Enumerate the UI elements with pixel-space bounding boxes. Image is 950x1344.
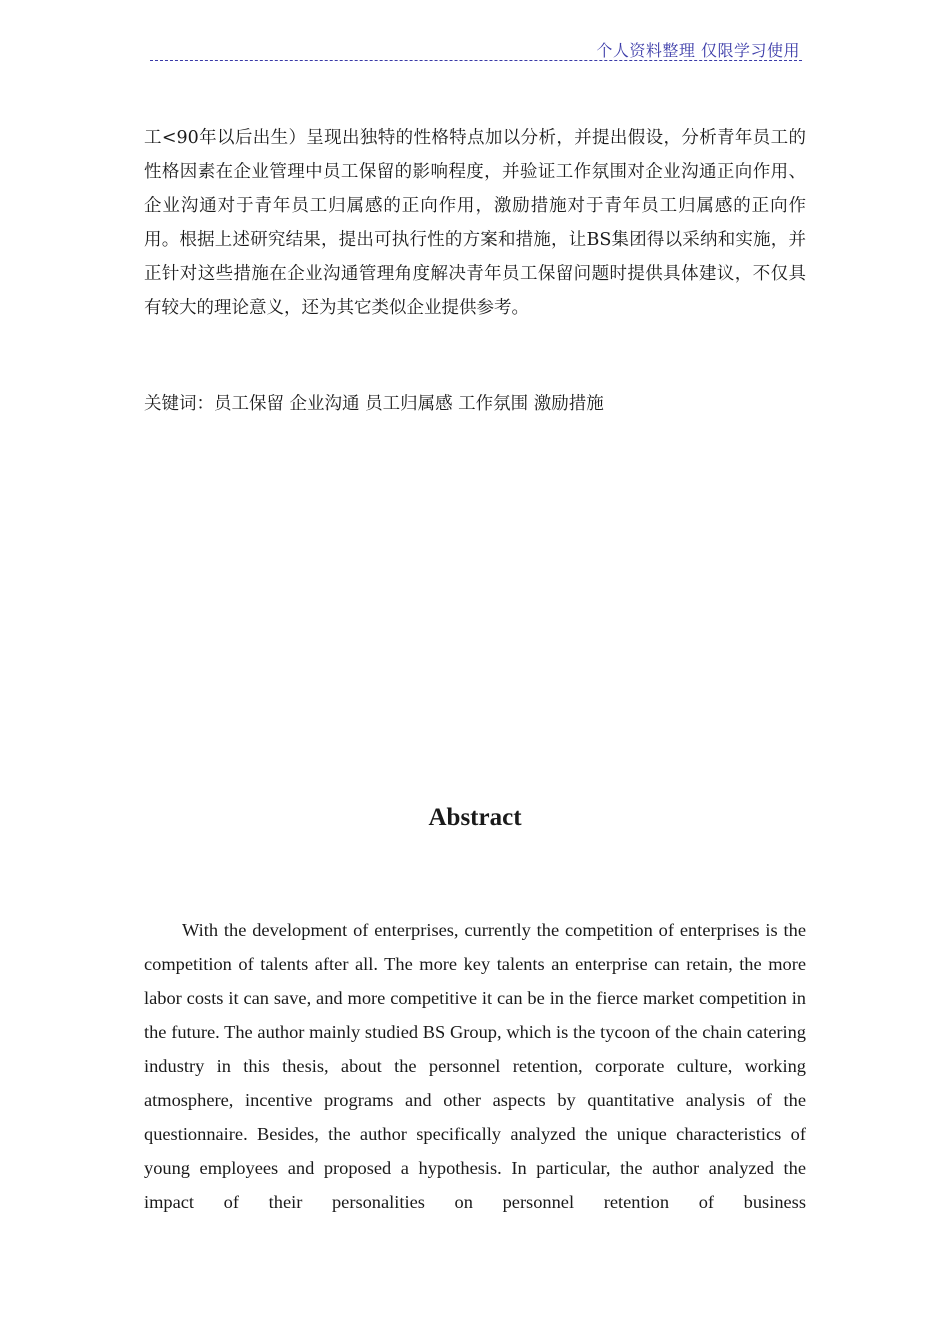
header-note: 个人资料整理 仅限学习使用: [596, 41, 800, 60]
abstract-title: Abstract: [428, 804, 522, 831]
page-header: [150, 36, 802, 61]
keywords-line: 关键词：员工保留 企业沟通 员工归属感 工作氛围 激励措施: [144, 394, 604, 414]
english-abstract-paragraph: With the development of enterprises, currently the competition of enterprises is the competition of talents after all. The more key talents an enterprise can retain, the more labor costs it can save, and more competitive it can be in the fierce market competition in the future. The author mainly studied BS Group, which is the tycoon of the chain catering industry in this thesis, about the personnel retention, corporate culture, working atmosphere, incentive programs and other aspects by quantitative analysis of the questionnaire. Besides, the author specifically analyzed the unique characteristics of young employees and proposed a hypothesis. In particular, the author analyzed the impact of their personalities on personnel retention of business: [144, 920, 806, 1212]
chinese-abstract-paragraph: 工<90年以后出生）呈现出独特的性格特点加以分析，并提出假设，分析青年员工的性格因素在企业管理中员工保留的影响程度，并验证工作氛围对企业沟通正向作用、企业沟通对于青年员工归属感的正向作用，激励措施对于青年员工归属感的正向作用。根据上述研究结果，提出可执行性的方案和措施，让BS集团得以采纳和实施，并正针对这些措施在企业沟通管理角度解决青年员工保留问题时提供具体建议，不仅具有较大的理论意义，还为其它类似企业提供参考。: [144, 128, 806, 318]
